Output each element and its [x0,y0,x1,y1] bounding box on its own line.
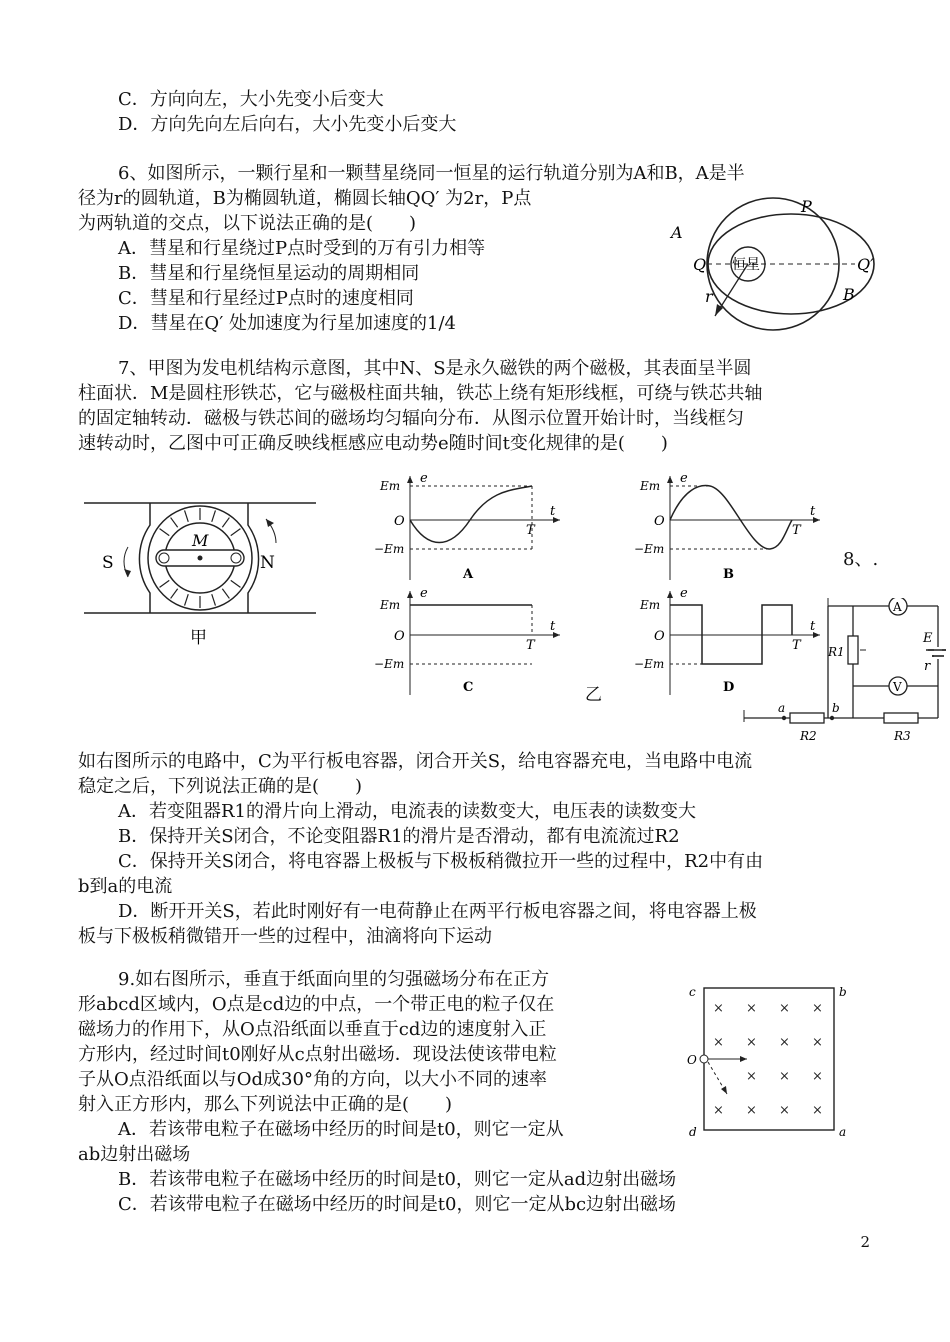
field-cross: × [812,1103,823,1118]
axis-t: t [810,619,816,634]
graph-a [360,470,570,585]
q6-stem-2: 径为r的圆轨道，B为椭圆轨道，椭圆长轴QQ′ 为2r，P点 [78,188,532,209]
q9-option-a-2: ab边射出磁场 [78,1144,191,1165]
field-cross: × [812,1001,823,1016]
field-cross: × [713,1035,724,1050]
label-neg-em: −Em [634,542,665,556]
axis-t: t [550,619,556,634]
axis-e: e [680,471,688,486]
radius-label: r [705,287,713,306]
period-t: T [526,638,535,653]
generator-figure [80,495,320,655]
graph-b [620,470,830,585]
field-arrow [171,589,178,599]
voltmeter-label: V [893,680,902,694]
q8-option-a: A．若变阻器R1的滑片向上滑动，电流表的读数变大，电压表的读数变大 [118,801,697,822]
axis-e: e [680,586,688,601]
field-arrow [160,529,170,536]
field-cross: × [779,1069,790,1084]
origin: O [654,514,665,529]
q8-option-d-2: 板与下极板稍微错开一些的过程中，油滴将向下运动 [78,926,492,947]
graph-c [360,585,570,700]
q9-stem-6: 射入正方形内，那么下列说法中正确的是( ) [78,1094,453,1115]
field-arrow [212,510,216,521]
field-cross: × [812,1035,823,1050]
q5-option-c: C．方向向左，大小先变小后变大 [118,89,384,110]
field-cross: × [746,1103,757,1118]
orbit-b-label: B [843,285,855,304]
corner-d-label: d [689,1125,697,1139]
field-cross: × [713,1001,724,1016]
label-em: Em [640,479,661,493]
corner-b-label: b [839,985,847,999]
q6-option-a: A．彗星和行星绕过P点时受到的万有引力相等 [118,238,486,259]
q8-option-d-1: D．断开开关S，若此时刚好有一电荷静止在两平行板电容器之间，将电容器上极 [118,901,757,922]
point-o-label: O [687,1053,697,1067]
q8-stem-2: 稳定之后，下列说法正确的是( ) [78,776,363,797]
star-label: 恒星 [732,257,760,273]
q8-option-b: B．保持开关S闭合，不论变阻器R1的滑片是否滑动，都有电流流过R2 [118,826,680,847]
q7-stem-2: 柱面状．M是圆柱形铁芯，它与磁极柱面共轴，铁芯上绕有矩形线框，可绕与铁芯共轴 [78,383,763,404]
field-arrow [171,518,178,528]
period-t: T [792,638,801,653]
origin: O [654,629,665,644]
field-cross: × [779,1103,790,1118]
point-qp-label: Q′ [857,255,874,274]
q5-option-d: D．方向先向左后向右，大小先变小后变大 [118,114,457,135]
orbit-a-label: A [671,223,683,242]
q9-option-c: C．若该带电粒子在磁场中经历的时间是t0，则它一定从bc边射出磁场 [118,1194,677,1215]
field-cross: × [779,1001,790,1016]
axis-t: t [550,504,556,519]
q9-stem-3: 磁场力的作用下，从O点沿纸面以垂直于cd边的速度射入正 [78,1019,547,1040]
label-neg-em: −Em [634,657,665,671]
field-arrow [231,529,241,536]
q6-orbit-figure [665,190,895,340]
internal-r-label: r [924,659,931,674]
field-cross: × [812,1069,823,1084]
q9-field-figure [685,982,855,1142]
graph-a-caption: A [463,567,474,582]
origin: O [394,629,405,644]
label-em: Em [380,598,401,612]
period-t: T [792,523,801,538]
q6-stem-3: 为两轨道的交点，以下说法正确的是( ) [78,213,417,234]
page-number: 2 [860,1233,870,1251]
axis-t: t [810,504,816,519]
q6-option-b: B．彗星和行星绕恒星运动的周期相同 [118,263,420,284]
point-p-label: P [801,197,812,216]
node-b-label: b [832,701,840,715]
graph-d-caption: D [723,680,735,695]
field-arrow [185,510,189,521]
field-cross: × [713,1103,724,1118]
label-neg-em: −Em [374,657,405,671]
label-em: Em [640,598,661,612]
field-arrow [222,518,229,528]
field-cross: × [746,1001,757,1016]
q8-option-c-1: C．保持开关S闭合，将电容器上极板与下极板稍微拉开一些的过程中，R2中有由 [118,851,764,872]
origin: O [394,514,405,529]
field-arrow [231,580,241,587]
corner-c-label: c [689,985,696,999]
axis-e: e [420,471,428,486]
corner-a-label: a [839,1125,847,1139]
r1-label: R1 [828,645,845,659]
r3-label: R3 [894,729,911,743]
graph-b-caption: B [723,567,734,582]
q9-option-a-1: A．若该带电粒子在磁场中经历的时间是t0，则它一定从 [118,1119,564,1140]
q9-option-b: B．若该带电粒子在磁场中经历的时间是t0，则它一定从ad边射出磁场 [118,1169,677,1190]
r2-label: R2 [800,729,817,743]
pole-n-label: N [260,553,275,573]
ammeter-label: A [893,600,902,614]
q7-stem-4: 速转动时，乙图中可正确反映线框感应电动势e随时间t变化规律的是( ) [78,433,668,454]
graph-group-caption: 乙 [585,685,602,705]
q9-stem-2: 形abcd区域内，O点是cd边的中点，一个带正电的粒子仅在 [78,994,555,1015]
field-arrow [212,594,216,605]
q7-stem-3: 的固定轴转动．磁极与铁芯间的磁场均匀辐向分布．从图示位置开始计时，当线框匀 [78,408,744,429]
axis-e: e [420,586,428,601]
q8-circuit [738,598,946,748]
q7-stem-1: 7、甲图为发电机结构示意图，其中N、S是永久磁铁的两个磁极，其表面呈半圆 [118,358,752,379]
graph-c-caption: C [463,680,474,695]
pole-s-label: S [102,553,114,573]
core-m-label: M [192,531,209,550]
field-arrow [222,589,229,599]
field-cross: × [746,1069,757,1084]
q6-option-c: C．彗星和行星经过P点时的速度相同 [118,288,414,309]
label-em: Em [380,479,401,493]
generator-caption: 甲 [190,628,207,648]
q9-stem-1: 9.如右图所示，垂直于纸面向里的匀强磁场分布在正方 [118,969,550,990]
node-a-label: a [778,701,786,715]
q8-option-c-2: b到a的电流 [78,876,173,897]
emf-label: E [923,631,933,646]
q8-number: 8、. [843,549,879,570]
q6-option-d: D．彗星在Q′ 处加速度为行星加速度的1/4 [118,313,456,334]
field-arrow [185,594,189,605]
q6-stem-1: 6、如图所示，一颗行星和一颗彗星绕同一恒星的运行轨道分别为A和B，A是半 [118,163,745,184]
label-neg-em: −Em [374,542,405,556]
period-t: T [526,523,535,538]
field-cross: × [779,1035,790,1050]
field-arrow [160,580,170,587]
q9-stem-4: 方形内，经过时间t0刚好从c点射出磁场．现设法使该带电粒 [78,1044,557,1065]
q8-stem-1: 如右图所示的电路中，C为平行板电容器，闭合开关S，给电容器充电，当电路中电流 [78,751,753,772]
point-q-label: Q [693,255,707,274]
q9-stem-5: 子从O点沿纸面以与Od成30°角的方向，以大小不同的速率 [78,1069,547,1090]
field-cross: × [746,1035,757,1050]
